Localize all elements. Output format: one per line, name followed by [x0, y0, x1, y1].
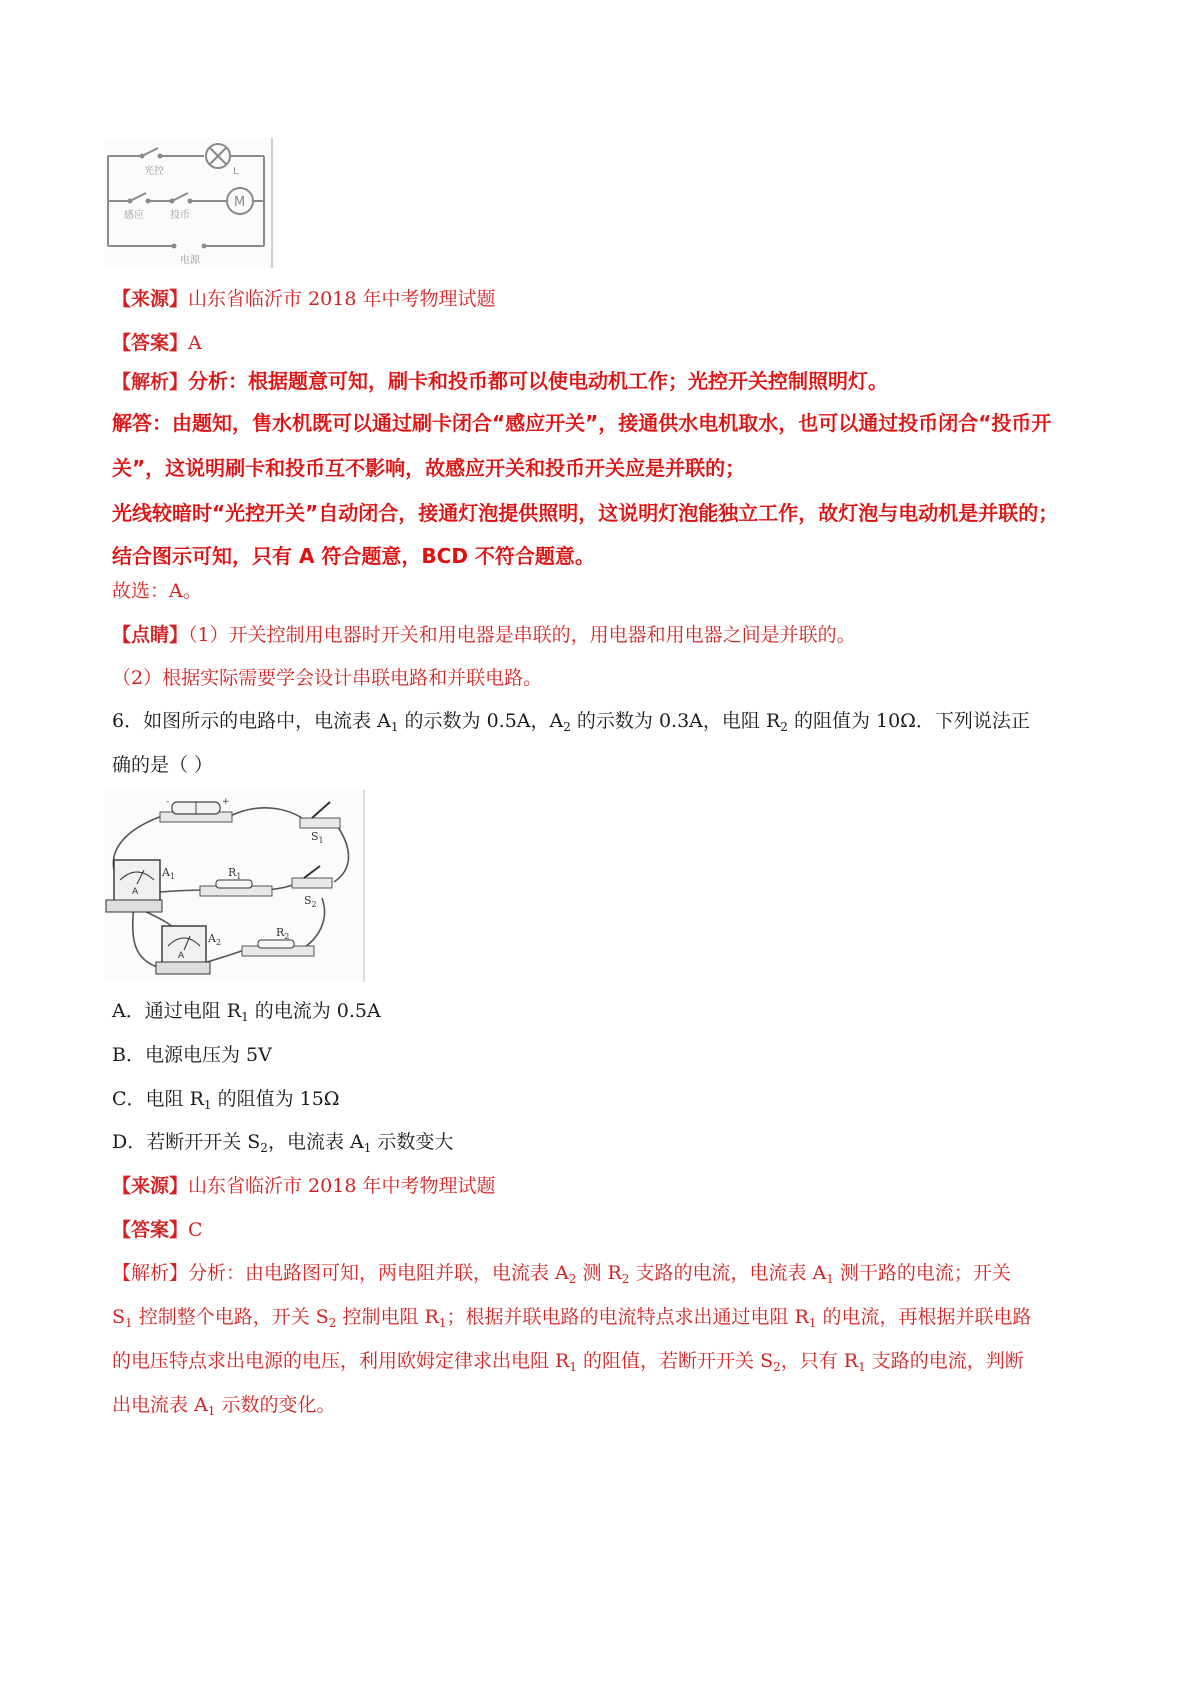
- svg-text:-: -: [166, 797, 170, 807]
- a2-label: $A_2$: [208, 932, 222, 947]
- r2-label: $R_2$: [276, 926, 290, 941]
- power-source-label: 电源: [180, 255, 200, 266]
- analysis-text: 的电流，再根据并联电路: [816, 1306, 1032, 1328]
- source-label: 【来源】: [112, 288, 189, 310]
- analysis-text: 的电压特点求出电源的电压，利用欧姆定律求出电阻 R: [112, 1350, 570, 1372]
- a1-label: $A_1$: [162, 866, 176, 881]
- subscript: 2: [773, 1360, 781, 1374]
- option-text: 示数变大: [371, 1131, 454, 1153]
- subscript: 2: [780, 720, 788, 734]
- svg-text:+: +: [222, 797, 230, 807]
- analysis-text: 测 R: [576, 1262, 622, 1284]
- subscript: 2: [328, 1316, 337, 1330]
- q5-solution-line: 结合图示可知，只有 A 符合题意，BCD 不符合题意。: [112, 544, 595, 568]
- stem-text: 的示数为 0.3A，电阻 R: [570, 710, 781, 732]
- light-switch-label: 光控: [144, 166, 164, 177]
- q6-answer: [112, 1215, 1100, 1245]
- analysis-text: S: [112, 1306, 126, 1328]
- subscript: 1: [808, 1316, 817, 1330]
- q5-solution-line: 解答：由题知，售水机既可以通过刷卡闭合“感应开关”，接通供水电机取水，也可以通过投币闭合“投币开: [112, 411, 1052, 435]
- q6-option-a: [112, 996, 1100, 1026]
- r1-label: $R_1$: [228, 866, 242, 881]
- q6-option-b: [112, 1040, 1100, 1070]
- analysis-text: 控制整个电路，开关 S: [132, 1306, 329, 1328]
- source-label: 【来源】: [112, 1175, 189, 1197]
- tip-line: （1）开关控制用电器时开关和用电器是串联的，用电器和用电器之间是并联的。: [188, 624, 856, 646]
- q5-tip: [112, 620, 1100, 650]
- analysis-text: 支路的电流，电流表 A: [629, 1262, 827, 1284]
- answer-text: C: [188, 1219, 203, 1241]
- q6-analysis-line: [112, 1346, 1100, 1376]
- meter-face-label: A: [178, 951, 185, 961]
- subscript: 1: [207, 1404, 216, 1418]
- subscript: 1: [826, 1272, 834, 1286]
- q6-analysis-line: [112, 1302, 1100, 1332]
- subscript: 1: [390, 720, 399, 734]
- analysis-text: 控制电阻 R: [336, 1306, 439, 1328]
- analysis-text: ；根据并联电路的电流特点求出通过电阻 R: [446, 1306, 809, 1328]
- analysis-text: 测干路的电流；开关: [833, 1262, 1011, 1284]
- subscript: 1: [569, 1360, 577, 1374]
- subscript: 2: [563, 720, 571, 734]
- q5-analysis: [112, 366, 1100, 397]
- option-text: D．若断开开关 S: [112, 1131, 261, 1153]
- analysis-text: 【解析】分析：由电路图可知，两电阻并联，电流表 A: [112, 1262, 569, 1284]
- analysis-text: 支路的电流，判断: [865, 1350, 1024, 1372]
- answer-label: 【答案】: [112, 1219, 189, 1241]
- circuit-photo-q6: [104, 790, 366, 982]
- q6-source: [112, 1171, 1100, 1201]
- option-text: B．电源电压为 5V: [112, 1044, 272, 1066]
- analysis-label: 【解析】: [112, 371, 189, 393]
- analysis-text: 分析：根据题意可知，刷卡和投币都可以使电动机工作；光控开关控制照明灯。: [188, 369, 889, 393]
- q6-stem-line2: 确的是（ ）: [112, 754, 214, 776]
- stem-text: 的示数为 0.5A，A: [398, 710, 564, 732]
- analysis-text: ，只有 R: [780, 1350, 859, 1372]
- q6-analysis-line: [112, 1258, 1100, 1288]
- stem-text: 6．如图所示的电路中，电流表 A: [112, 710, 391, 732]
- option-text: 的阻值为 15Ω: [211, 1088, 340, 1110]
- subscript: 2: [568, 1272, 577, 1286]
- s1-label: $S_1$: [311, 830, 324, 845]
- subscript: 1: [241, 1010, 249, 1024]
- answer-label: 【答案】: [112, 332, 189, 354]
- motor-label: M: [234, 195, 246, 210]
- stem-text: 的阻值为 10Ω．下列说法正: [787, 710, 1030, 732]
- tip-label: 【点睛】: [112, 624, 189, 646]
- q6-option-c: [112, 1084, 1100, 1114]
- lamp-label: L: [233, 166, 239, 177]
- sensor-switch-label: 感应: [124, 210, 144, 221]
- s2-label: $S_2$: [304, 894, 317, 909]
- meter-face-label: A: [132, 887, 139, 897]
- subscript: 1: [363, 1141, 372, 1155]
- q6-option-d: [112, 1127, 1100, 1157]
- option-text: A．通过电阻 R: [112, 1000, 242, 1022]
- q5-conclusion: 故选：A。: [112, 580, 202, 602]
- q5-solution-line: 光线较暗时“光控开关”自动闭合，接通灯泡提供照明，这说明灯泡能独立工作，故灯泡与电动机是并联的；: [112, 501, 1059, 525]
- source-text: 山东省临沂市 2018 年中考物理试题: [188, 288, 496, 310]
- subscript: 1: [438, 1316, 447, 1330]
- subscript: 1: [203, 1098, 212, 1112]
- option-text: ，电流表 A: [267, 1131, 364, 1153]
- source-text: 山东省临沂市 2018 年中考物理试题: [188, 1175, 496, 1197]
- subscript: 2: [260, 1141, 268, 1155]
- circuit-diagram-q5: [104, 138, 276, 268]
- q6-stem-line1: [112, 706, 1100, 736]
- subscript: 1: [125, 1316, 133, 1330]
- subscript: 2: [621, 1272, 630, 1286]
- analysis-text: 示数的变化。: [215, 1394, 336, 1416]
- analysis-text: 出电流表 A: [112, 1394, 208, 1416]
- analysis-text: 的阻值，若断开开关 S: [577, 1350, 774, 1372]
- q6-analysis-line: [112, 1390, 1100, 1420]
- q5-tip-line: （2）根据实际需要学会设计串联电路和并联电路。: [112, 667, 543, 689]
- q5-answer: [112, 328, 1100, 358]
- subscript: 1: [858, 1360, 866, 1374]
- answer-text: A: [188, 332, 202, 354]
- q5-source: [112, 284, 1100, 314]
- option-text: C．电阻 R: [112, 1088, 204, 1110]
- q5-solution-line: 关”，这说明刷卡和投币互不影响，故感应开关和投币开关应是并联的；: [112, 456, 746, 480]
- option-text: 的电流为 0.5A: [248, 1000, 381, 1022]
- coin-switch-label: 投币: [170, 210, 190, 221]
